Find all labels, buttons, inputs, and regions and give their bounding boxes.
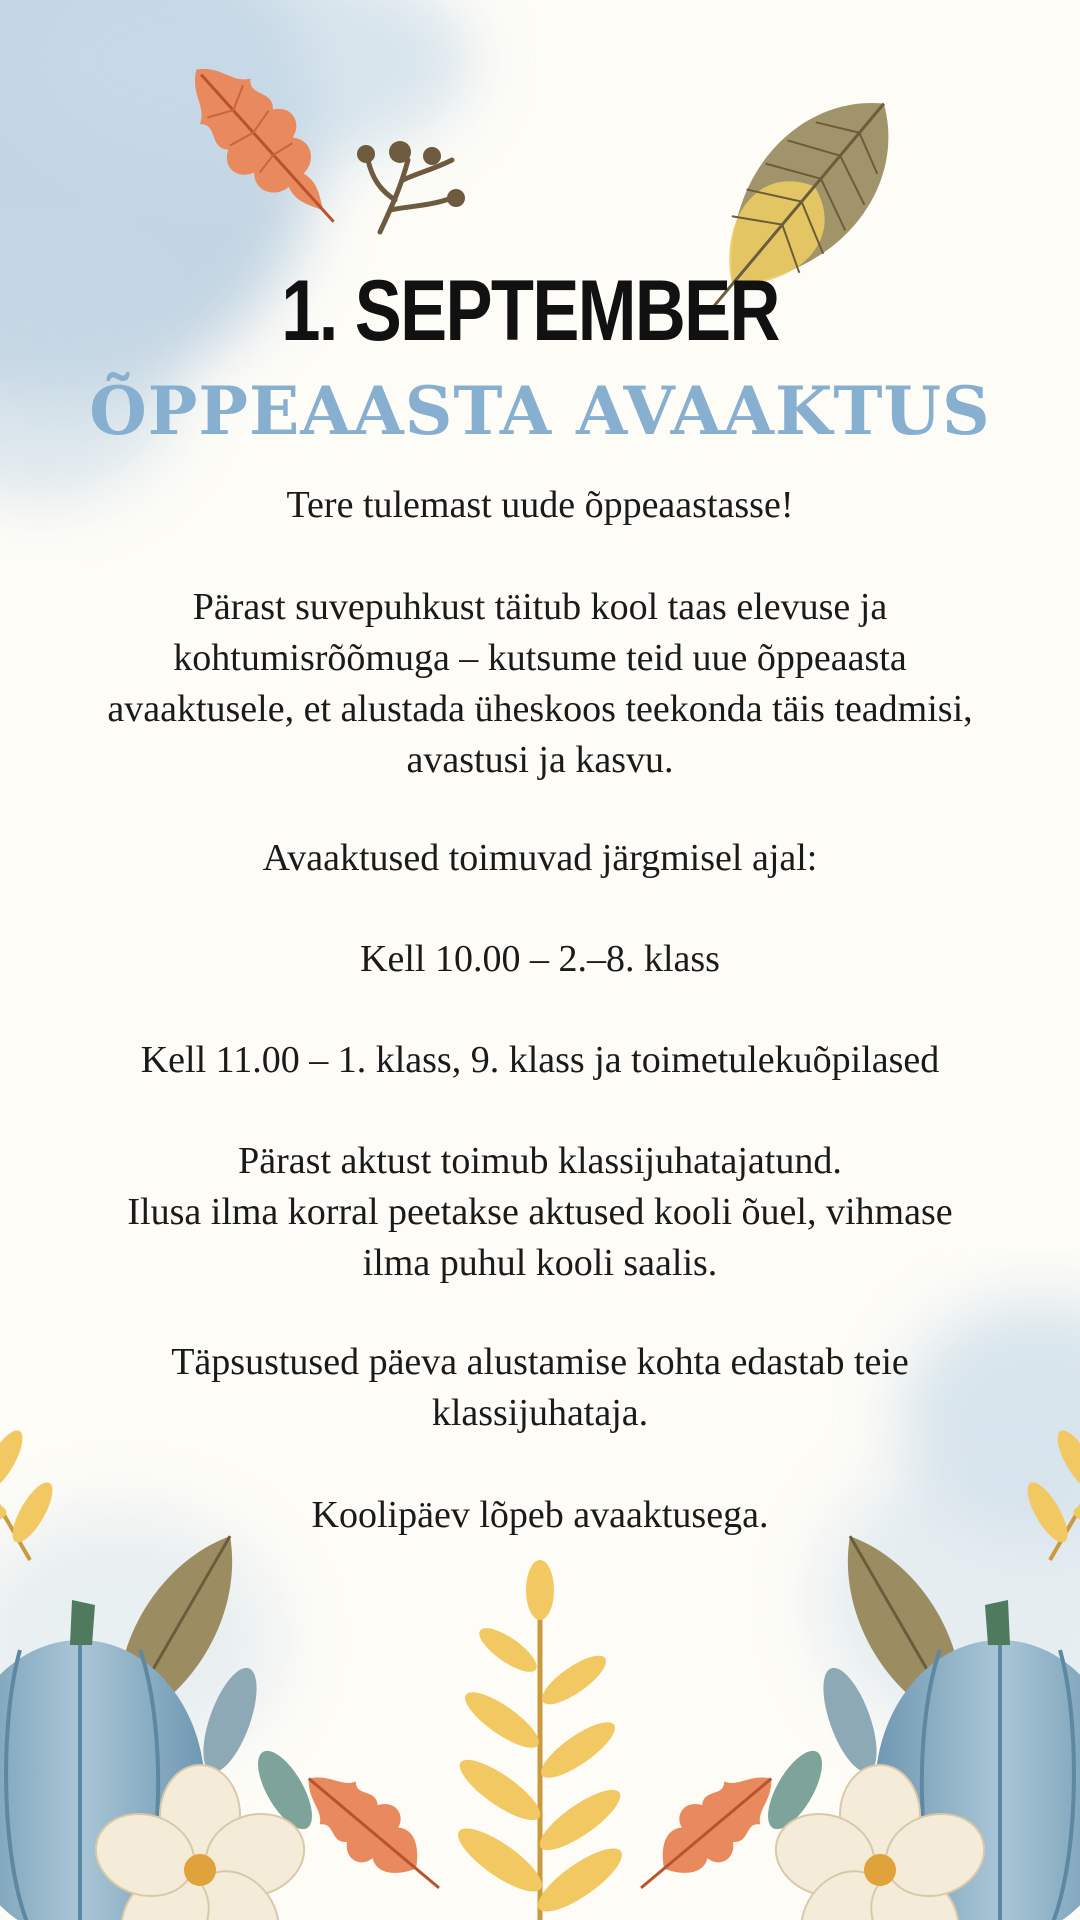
details-line: Täpsustused päeva alustamise kohta edastab teie [171,1341,909,1383]
details-line: klassijuhataja. [431,1392,649,1434]
intro-line: kohtumisrõõmuga – kutsume teid uue õppeaasta [173,637,907,679]
intro-line: avastusi ja kasvu. [406,739,674,781]
schedule-item: Kell 10.00 – 2.–8. klass [360,938,720,980]
date-title: 1. SEPTEMBER [281,263,779,359]
after-line: Pärast aktust toimub klassijuhatajatund. [238,1140,842,1182]
after-line: ilma puhul kooli saalis. [362,1242,718,1284]
schedule-intro: Avaaktused toimuvad järgmisel ajal: [262,837,818,879]
after-paragraph [30,1136,1050,1289]
details-paragraph [30,1337,1050,1439]
intro-line: avaaktusele, et alustada üheskoos teekonda täis teadmisi, [107,688,973,730]
event-title: ÕPPEAASTA AVAAKTUS [89,372,991,450]
after-line: Ilusa ilma korral peetakse aktused kooli õuel, vihmase [127,1191,953,1233]
welcome-text: Tere tulemast uude õppeaastasse! [286,484,794,526]
intro-line: Pärast suvepuhkust täitub kool taas elevuse ja [192,586,888,628]
closing-text: Koolipäev lõpeb avaaktusega. [311,1494,769,1536]
schedule-item: Kell 11.00 – 1. klass, 9. klass ja toimetulekuõpilased [140,1039,940,1081]
intro-paragraph [30,582,1050,786]
